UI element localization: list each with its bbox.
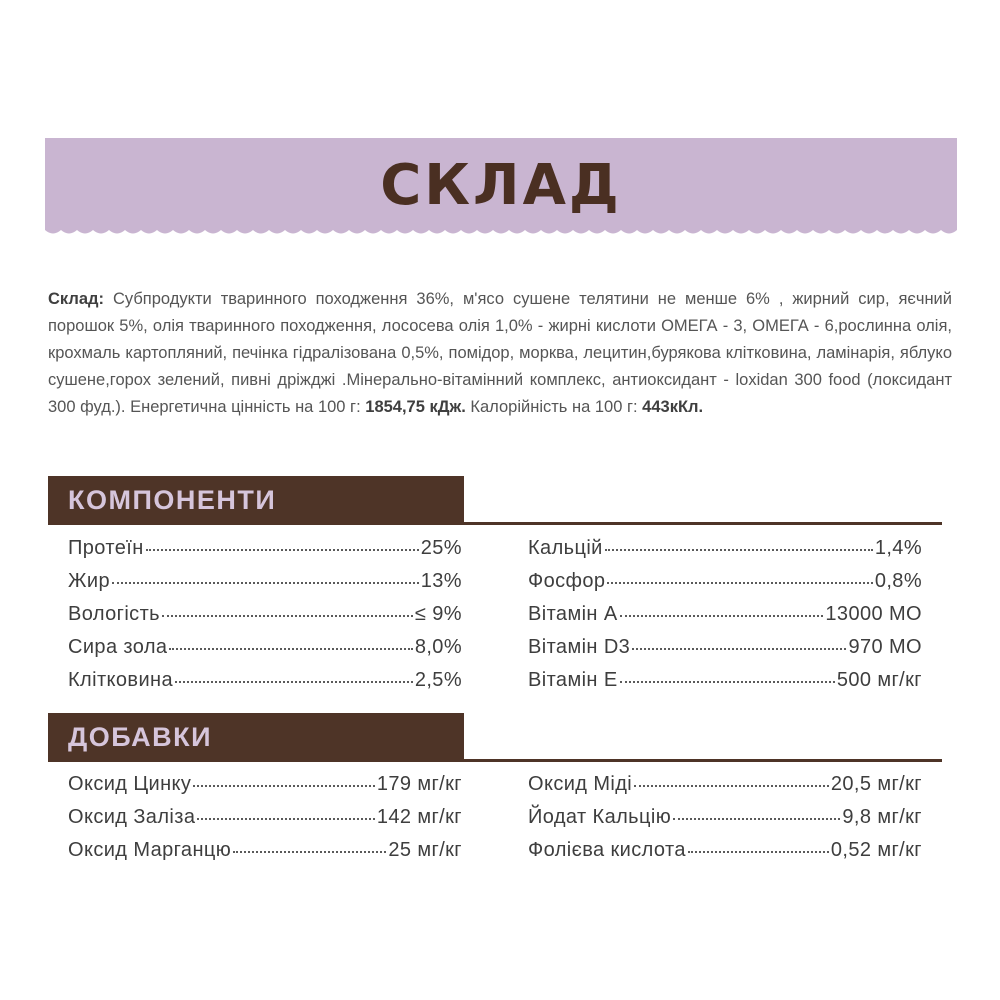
dot-leader (197, 818, 374, 820)
additives-divider (48, 759, 942, 762)
dot-leader (112, 582, 419, 584)
dot-leader (634, 785, 829, 787)
nutrient-row (528, 603, 922, 636)
nutrient-value: 2,5% (414, 669, 462, 691)
page-title: СКЛАД (380, 153, 622, 218)
nutrient-label: Сира зола (68, 636, 168, 658)
nutrient-value: 179 мг/кг (376, 773, 462, 795)
nutrient-value: 20,5 мг/кг (830, 773, 922, 795)
nutrient-value: 8,0% (414, 636, 462, 658)
nutrient-label: Протеїн (68, 537, 144, 559)
nutrient-value: 500 мг/кг (836, 669, 922, 691)
calorie-value: 443кКл. (642, 398, 704, 416)
components-right-list (528, 537, 922, 702)
additives-left-list (68, 773, 462, 872)
wave-path (45, 222, 957, 234)
nutrient-row (528, 636, 922, 669)
nutrient-label: Оксид Заліза (68, 806, 196, 828)
nutrient-row (68, 806, 462, 839)
nutrient-row (68, 669, 462, 702)
additives-header (48, 713, 464, 761)
dot-leader (162, 615, 413, 617)
nutrient-row (528, 806, 922, 839)
nutrient-label: Йодат Кальцію (528, 806, 672, 828)
nutrient-row (528, 570, 922, 603)
nutrient-value: 1,4% (874, 537, 922, 559)
dot-leader (233, 851, 386, 853)
energy-value: 1854,75 кДж. (365, 398, 466, 416)
dot-leader (169, 648, 412, 650)
nutrient-row (528, 839, 922, 872)
components-divider (48, 522, 942, 525)
nutrient-label: Оксид Цинку (68, 773, 192, 795)
components-header-label: КОМПОНЕНТИ (68, 484, 277, 515)
nutrient-value: 13% (420, 570, 462, 592)
nutrient-label: Вітамін D3 (528, 636, 631, 658)
nutrient-row (68, 603, 462, 636)
nutrient-row (68, 570, 462, 603)
nutrient-value: 142 мг/кг (376, 806, 462, 828)
dot-leader (175, 681, 413, 683)
nutrient-value: ≤ 9% (414, 603, 462, 625)
nutrient-label: Жир (68, 570, 110, 592)
dot-leader (193, 785, 374, 787)
composition-label: Склад: (48, 290, 105, 308)
nutrient-row (68, 537, 462, 570)
nutrient-row (68, 839, 462, 872)
nutrient-value: 0,52 мг/кг (830, 839, 922, 861)
calorie-text: Калорійність на 100 г: (465, 398, 638, 416)
dot-leader (632, 648, 846, 650)
additives-right-list (528, 773, 922, 872)
nutrient-label: Вологість (68, 603, 160, 625)
nutrient-value: 0,8% (874, 570, 922, 592)
dot-leader (620, 681, 835, 683)
dot-leader (620, 615, 824, 617)
title-banner (45, 138, 957, 230)
nutrient-row (68, 636, 462, 669)
nutrient-label: Клітковина (68, 669, 173, 691)
nutrient-row (528, 537, 922, 570)
dot-leader (607, 582, 872, 584)
nutrient-value: 25 мг/кг (388, 839, 462, 861)
nutrient-label: Вітамін Е (528, 669, 618, 691)
nutrient-row (68, 773, 462, 806)
nutrient-label: Вітамін А (528, 603, 618, 625)
dot-leader (688, 851, 829, 853)
nutrient-label: Оксид Міді (528, 773, 633, 795)
nutrient-value: 970 МО (848, 636, 922, 658)
dot-leader (605, 549, 873, 551)
composition-body: Субпродукти тваринного походження 36%, м'ясо сушене телятини не менше 6% , жирний сир, яєчний порошок 5%, олія тваринного походження, лососева олія 1,0% - жирні кислоти ОМЕГА - 3, ОМЕГА - 6,рослинна олія, крохмаль картопляний, печінка гідралізована 0,5%, помідор, морква, лецитин,бурякова клітковина, ламінарія, яблуко сушене,горох зелений, пивні дріжджі .Мінерально-вітамінний комплекс, антиоксидант - loxidan 300 food (локсидант 300 фуд.). Енергетична цінність на 100 г: (48, 290, 952, 416)
components-header (48, 476, 464, 524)
dot-leader (146, 549, 419, 551)
banner-wave-edge (45, 222, 957, 238)
additives-header-label: ДОБАВКИ (68, 721, 212, 752)
dot-leader (673, 818, 840, 820)
components-left-list (68, 537, 462, 702)
nutrient-value: 9,8 мг/кг (842, 806, 922, 828)
nutrient-value: 13000 МО (825, 603, 922, 625)
composition-text (48, 286, 952, 421)
nutrient-label: Фолієва кислота (528, 839, 686, 861)
nutrient-label: Фосфор (528, 570, 606, 592)
nutrient-label: Оксид Марганцю (68, 839, 232, 861)
nutrient-row (528, 773, 922, 806)
nutrient-row (528, 669, 922, 702)
nutrient-value: 25% (420, 537, 462, 559)
nutrient-label: Кальцій (528, 537, 603, 559)
